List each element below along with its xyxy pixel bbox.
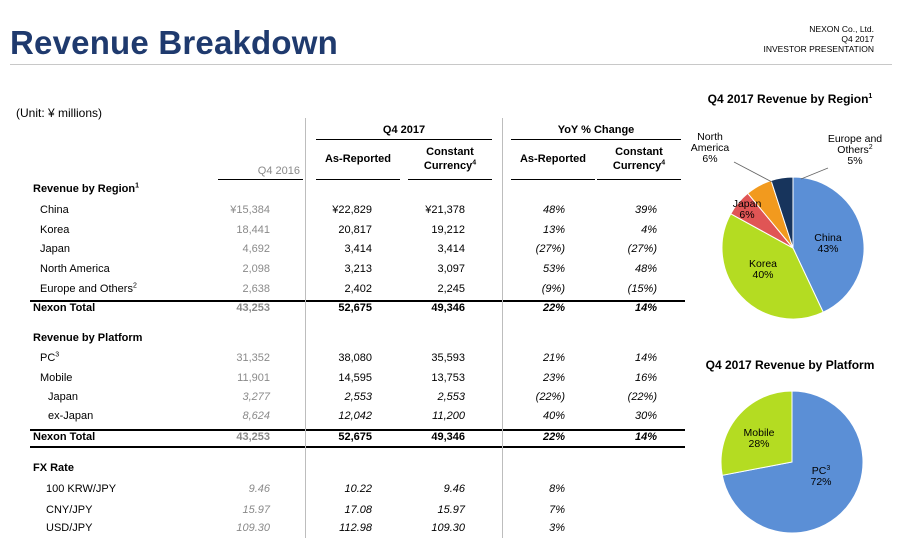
cell-yoy: (27%) xyxy=(535,243,565,255)
fx-constant: 9.46 xyxy=(443,483,465,495)
report-type: INVESTOR PRESENTATION xyxy=(763,44,874,54)
total-yoy-constant: 14% xyxy=(634,431,657,443)
cell-yoy-constant: 30% xyxy=(634,410,657,422)
total-constant: 49,346 xyxy=(431,431,465,443)
cell-q4-2016: 8,624 xyxy=(242,410,270,422)
cell-constant: 3,414 xyxy=(437,243,465,255)
cell-constant: ¥21,378 xyxy=(425,204,465,216)
cell-q4-2017: ¥22,829 xyxy=(332,204,372,216)
cell-q4-2016: 2,638 xyxy=(242,283,270,295)
company-name: NEXON Co., Ltd. xyxy=(809,24,874,34)
cell-yoy-constant: 4% xyxy=(641,224,657,236)
header-yoy-as-reported: As-Reported xyxy=(519,153,586,165)
cell-q4-2017: 2,553 xyxy=(344,391,372,403)
cell-yoy: 21% xyxy=(542,352,565,364)
cell-yoy-constant: 48% xyxy=(634,263,657,275)
cell-constant: 2,553 xyxy=(437,391,465,403)
cell-q4-2016: 11,901 xyxy=(237,372,270,384)
total-constant: 49,346 xyxy=(431,302,465,314)
cell-yoy: 23% xyxy=(542,372,565,384)
cell-q4-2016: 31,352 xyxy=(236,352,270,364)
header-q4-2016: Q4 2016 xyxy=(257,165,300,177)
pie-label-korea: Korea 40% xyxy=(748,258,778,281)
total-q4-2017: 52,675 xyxy=(338,302,372,314)
cell-q4-2017: 38,080 xyxy=(338,352,372,364)
cell-yoy: 53% xyxy=(542,263,565,275)
fx-row-label: CNY/JPY xyxy=(46,504,93,516)
cell-constant: 19,212 xyxy=(431,224,465,236)
fx-q4-2016: 15.97 xyxy=(242,504,270,516)
header-yoy-currency: Currency$^4$ xyxy=(612,159,666,172)
cell-yoy-constant: 16% xyxy=(634,372,657,384)
cell-yoy-constant: 39% xyxy=(634,204,657,216)
row-label: Mobile xyxy=(40,372,73,384)
platform-pie-chart xyxy=(680,380,902,545)
fx-yoy: 7% xyxy=(549,504,565,516)
cell-q4-2017: 2,402 xyxy=(344,283,372,295)
pie-leader-line xyxy=(801,168,828,179)
column-separator-0 xyxy=(305,118,306,538)
fx-q4-2017: 112.98 xyxy=(339,522,372,534)
cell-constant: 2,245 xyxy=(437,283,465,295)
page-title: Revenue Breakdown xyxy=(10,24,339,61)
pie-label-europe-and-others: Europe and Others$^2$ 5% xyxy=(827,133,883,167)
row-label: Europe and Others$^2$ xyxy=(40,282,137,295)
cell-yoy: (22%) xyxy=(535,391,565,403)
row-label: Korea xyxy=(40,224,70,236)
cell-constant: 13,753 xyxy=(431,372,465,384)
fx-constant: 15.97 xyxy=(437,504,465,516)
total-bottom-rule xyxy=(30,446,685,448)
rule-as-reported xyxy=(316,179,400,180)
cell-yoy: 40% xyxy=(542,410,565,422)
cell-yoy-constant: (15%) xyxy=(627,283,657,295)
total-label: Nexon Total xyxy=(33,431,96,443)
fx-title: FX Rate xyxy=(33,462,74,474)
row-label: $PC^3$ xyxy=(40,351,60,364)
row-label: ex-Japan xyxy=(48,410,94,422)
pie-label-north-america: North America 6% xyxy=(690,131,730,165)
region-pie-chart xyxy=(680,110,902,335)
cell-constant: 3,097 xyxy=(437,263,465,275)
pie-label-china: China 43% xyxy=(814,232,842,255)
row-label: North America xyxy=(40,263,110,275)
cell-yoy-constant: 14% xyxy=(634,352,657,364)
header-yoy: YoY % Change xyxy=(557,124,635,136)
rule-yoy-constant xyxy=(597,179,681,180)
header-rule-q4-2017 xyxy=(316,139,492,140)
cell-yoy: 48% xyxy=(542,204,565,216)
cell-q4-2016: 2,098 xyxy=(242,263,270,275)
cell-q4-2017: 14,595 xyxy=(338,372,372,384)
rule-yoy-as-reported xyxy=(511,179,595,180)
rule-q4-2016 xyxy=(218,179,303,180)
fx-q4-2016: 9.46 xyxy=(248,483,270,495)
cell-q4-2016: 3,277 xyxy=(242,391,270,403)
section-title-1: Revenue by Platform xyxy=(33,332,143,344)
cell-q4-2016: 4,692 xyxy=(242,243,270,255)
cell-q4-2017: 20,817 xyxy=(338,224,372,236)
total-yoy: 22% xyxy=(542,431,565,443)
total-label: Nexon Total xyxy=(33,302,96,314)
fx-row-label: 100 KRW/JPY xyxy=(46,483,117,495)
header-q4-2017: Q4 2017 xyxy=(382,124,426,136)
header-yoy-constant: Constant xyxy=(615,146,663,158)
cell-q4-2016: ¥15,384 xyxy=(230,204,270,216)
total-yoy: 22% xyxy=(542,302,565,314)
total-q4-2016: 43,253 xyxy=(236,431,270,443)
region-chart-title: Q4 2017 Revenue by Region$^1$ xyxy=(707,92,873,106)
cell-q4-2017: 12,042 xyxy=(338,410,372,422)
fx-q4-2017: 10.22 xyxy=(344,483,372,495)
company-info xyxy=(763,24,874,54)
cell-yoy: 13% xyxy=(542,224,565,236)
fx-row-label: USD/JPY xyxy=(46,522,93,534)
cell-constant: 35,593 xyxy=(431,352,465,364)
pie-leader-line xyxy=(734,162,772,182)
header-currency: Currency$^4$ xyxy=(423,159,477,172)
section-title-0: Revenue by Region$^1$ xyxy=(33,182,139,195)
cell-q4-2016: 18,441 xyxy=(236,224,270,236)
row-label: Japan xyxy=(40,243,70,255)
cell-yoy: (9%) xyxy=(541,283,565,295)
pie-label-mobile: Mobile 28% xyxy=(743,427,775,450)
fx-q4-2017: 17.08 xyxy=(344,504,372,516)
cell-yoy-constant: (27%) xyxy=(627,243,657,255)
fx-yoy: 3% xyxy=(549,522,565,534)
report-period: Q4 2017 xyxy=(841,34,874,44)
fx-yoy: 8% xyxy=(549,483,565,495)
column-separator-1 xyxy=(502,118,503,538)
row-label: China xyxy=(40,204,69,216)
cell-yoy-constant: (22%) xyxy=(627,391,657,403)
header-constant: Constant xyxy=(426,146,474,158)
pie-label-japan: Japan 6% xyxy=(732,198,762,221)
cell-q4-2017: 3,213 xyxy=(344,263,372,275)
header-rule-yoy xyxy=(511,139,681,140)
row-label: Japan xyxy=(48,391,78,403)
platform-chart-title: Q4 2017 Revenue by Platform xyxy=(705,358,875,372)
fx-q4-2016: 109.30 xyxy=(236,522,270,534)
header-as-reported: As-Reported xyxy=(324,153,391,165)
cell-q4-2017: 3,414 xyxy=(344,243,372,255)
total-yoy-constant: 14% xyxy=(634,302,657,314)
fx-constant: 109.30 xyxy=(431,522,465,534)
cell-constant: 11,200 xyxy=(432,410,465,422)
total-q4-2017: 52,675 xyxy=(338,431,372,443)
rule-constant xyxy=(408,179,492,180)
pie-label-pc: $PC^3$ 72% xyxy=(810,465,832,488)
total-q4-2016: 43,253 xyxy=(236,302,270,314)
unit-note: (Unit: ¥ millions) xyxy=(16,106,103,120)
